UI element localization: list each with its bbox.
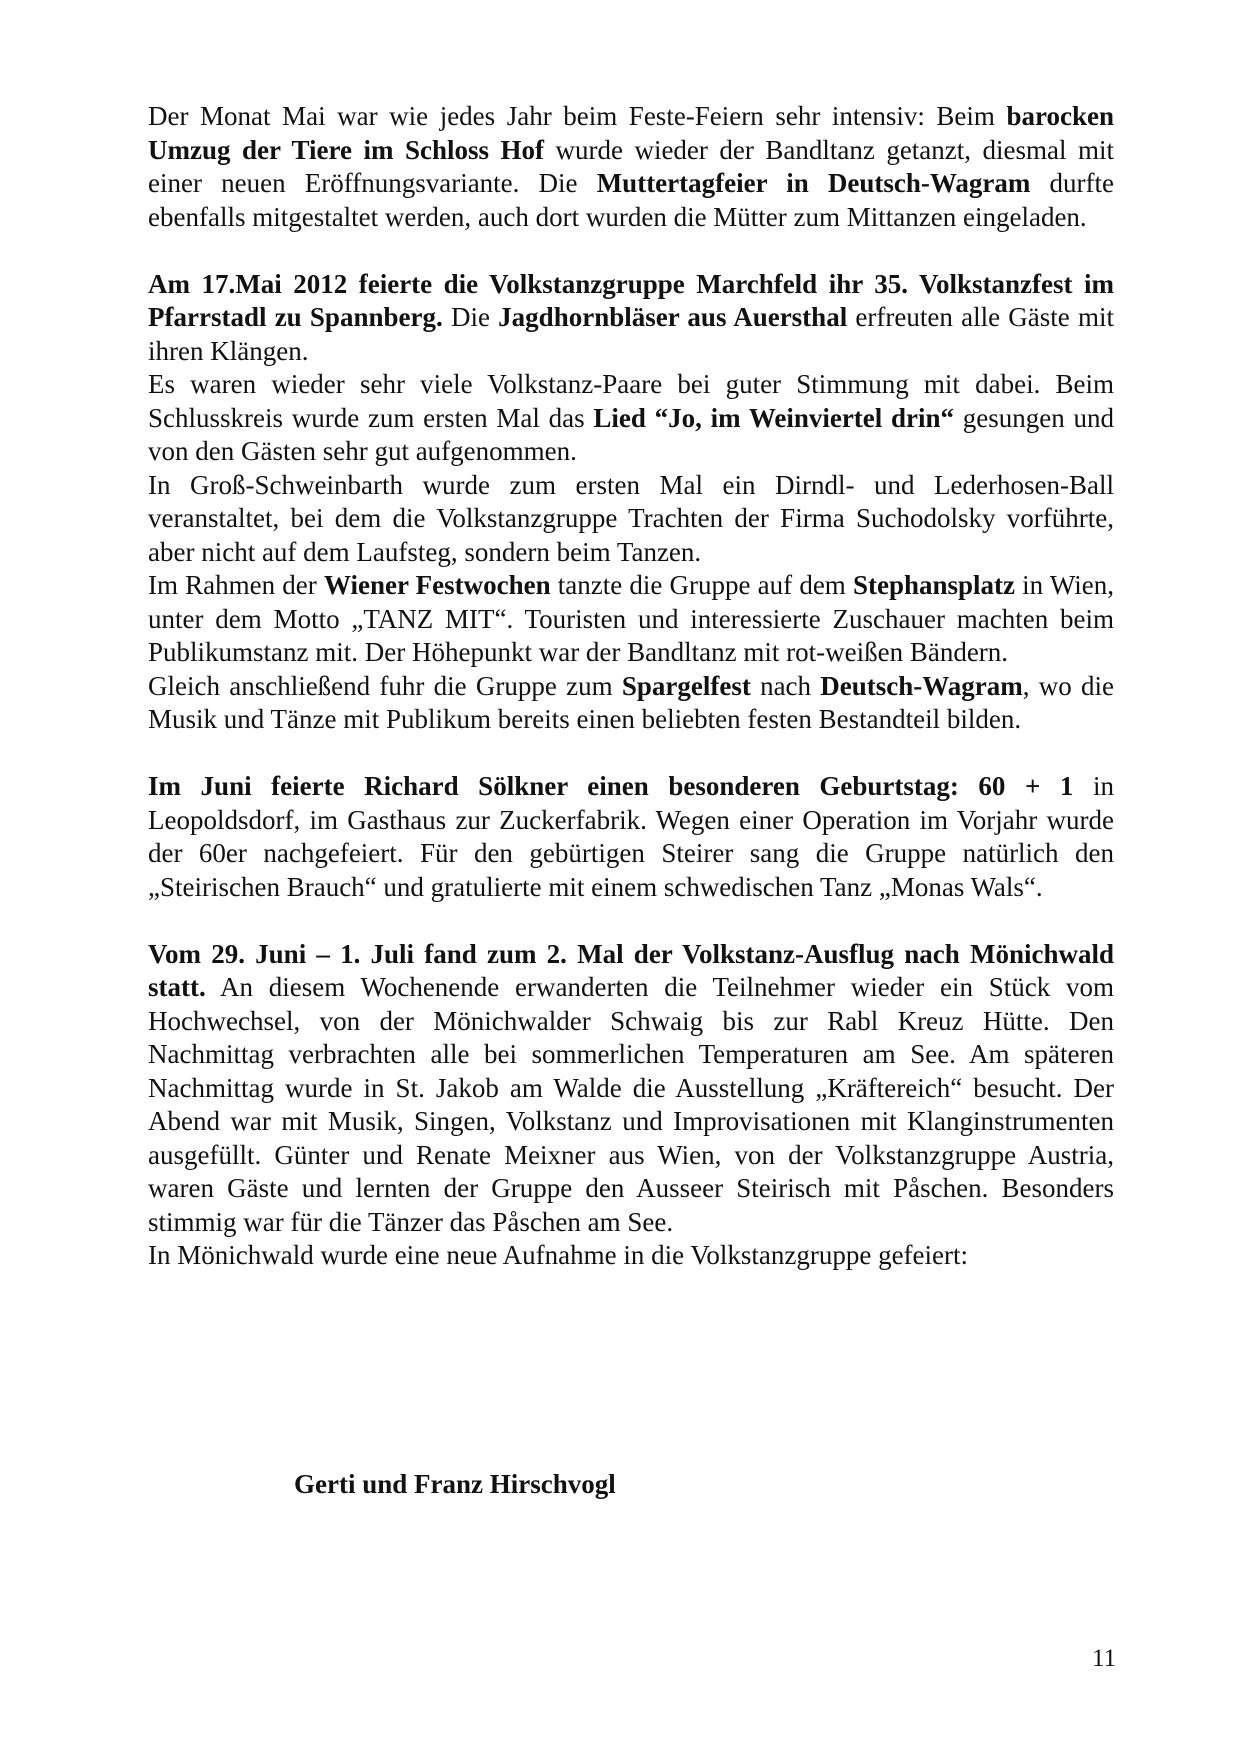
text-run: in Leopoldsdorf, im Gasthaus zur Zuckerfabrik. Wegen einer Operation im Vorjahr wurde der 60er nachgefeiert. Für den gebürtigen Steirer sang die Gruppe natürlich den „Steirischen Brauch“ und gratulierte mit einem schwedischen Tanz „Monas Wals“. (148, 771, 1114, 902)
paragraph-gap (148, 234, 1114, 268)
text-run: erfreuten alle Gäste mit ihren Klängen. (148, 302, 1114, 366)
text-run: nach (750, 670, 821, 701)
bold-run: Am 17.Mai 2012 feierte die Volkstanzgruppe Marchfeld ihr 35. Volkstanzfest im Pfarrstadl zu Spannberg. (148, 268, 1114, 332)
paragraph-volkstanzfest (148, 268, 1114, 369)
paragraph-excursion (148, 938, 1114, 1240)
text-run: Die (442, 302, 499, 332)
text-run: An diesem Wochenende erwanderten die Teilnehmer wieder ein Stück vom Hochwechsel, von der Mönichwalder Schwaig bis zur Rabl Kreuz Hütte. Den Nachmittag verbrachten alle bei sommerlichen Temperaturen am See. Am späteren Nachmittag wurde in St. Jakob am Walde die Ausstellung „Kräftereich“ besucht. Der Abend war mit Musik, Singen, Volkstanz und Improvisationen mit Klanginstrumenten ausgefüllt. Günter und Renate Meixner aus Wien, von der Volkstanzgruppe Austria, waren Gäste und lernten der Gruppe den Ausseer Steirisch mit Påschen. Besonders stimmig war für die Tänzer das Påschen am See. (148, 972, 1114, 1237)
paragraph-may-events (148, 100, 1114, 234)
page-number: 11 (1092, 1645, 1117, 1672)
body-text (148, 100, 1114, 1273)
bold-run: barocken Umzug der Tiere im Schloss Hof (148, 101, 1114, 165)
bold-run: Jagdhornbläser aus Auersthal (498, 302, 848, 332)
text-run: gesungen und von den Gästen sehr gut aufgenommen. (148, 402, 1114, 466)
paragraph-festwochen (148, 569, 1114, 670)
text-run: In Mönichwald wurde eine neue Aufnahme in die Volkstanzgruppe gefeiert: (148, 1240, 969, 1270)
bold-run: Im Juni feierte Richard Sölkner einen besonderen Geburtstag: 60 + 1 (148, 771, 1074, 801)
paragraph-birthday (148, 770, 1114, 904)
bold-run: Spargelfest (621, 670, 751, 701)
bold-run: Deutsch-Wagram (820, 670, 1023, 701)
text-run: Im Rahmen der (148, 570, 324, 600)
bold-run: Wiener Festwochen (323, 570, 551, 600)
paragraph-new-members (148, 1239, 1114, 1273)
paragraph-gap (148, 737, 1114, 771)
paragraph-spargelfest (148, 670, 1114, 737)
text-run: In Groß-Schweinbarth wurde zum ersten Mal ein Dirndl- und Lederhosen-Ball veranstaltet, bei dem die Volkstanzgruppe Trachten der Firma Suchodolsky vorführte, aber nicht auf dem Laufsteg, sondern beim Tanzen. (148, 469, 1114, 567)
text-run: Der Monat Mai war wie jedes Jahr beim Feste-Feiern sehr intensiv: Beim (148, 101, 1007, 131)
bold-run: Muttertagfeier in Deutsch-Wagram (596, 168, 1031, 198)
text-run: in Wien, unter dem Motto „TANZ MIT“. Touristen und interessierte Zuschauer machten beim Publikumstanz mit. Der Höhepunkt war der Bandltanz mit rot-weißen Bändern. (148, 570, 1115, 667)
new-members-names: Gerti und Franz Hirschvogl (294, 1469, 616, 1499)
text-run: , wo die Musik und Tänze mit Publikum bereits einen beliebten festen Bestandteil bilden. (148, 670, 1115, 734)
paragraph-gap (148, 904, 1114, 938)
text-run: wurde wieder der Bandltanz getanzt, diesmal mit einer neuen Eröffnungsvariante. Die (148, 134, 1114, 198)
text-run: Es waren wieder sehr viele Volkstanz-Paare bei guter Stimmung mit dabei. Beim Schlusskreis wurde zum ersten Mal das (148, 369, 1114, 433)
text-run: Gleich anschließend fuhr die Gruppe zum (148, 670, 622, 701)
text-run: tanzte die Gruppe auf dem (550, 570, 853, 600)
paragraph-schlusskreis (148, 368, 1114, 469)
bold-run: Vom 29. Juni – 1. Juli fand zum 2. Mal der Volkstanz-Ausflug nach Mönichwald statt. (148, 938, 1114, 1002)
paragraph-dirndl-ball (148, 469, 1114, 570)
text-run: durfte ebenfalls mitgestaltet werden, auch dort wurden die Mütter zum Mittanzen eingeladen. (148, 168, 1115, 232)
bold-run: Lied “Jo, im Weinviertel drin“ (593, 402, 955, 433)
bold-run: Stephansplatz (852, 570, 1016, 600)
